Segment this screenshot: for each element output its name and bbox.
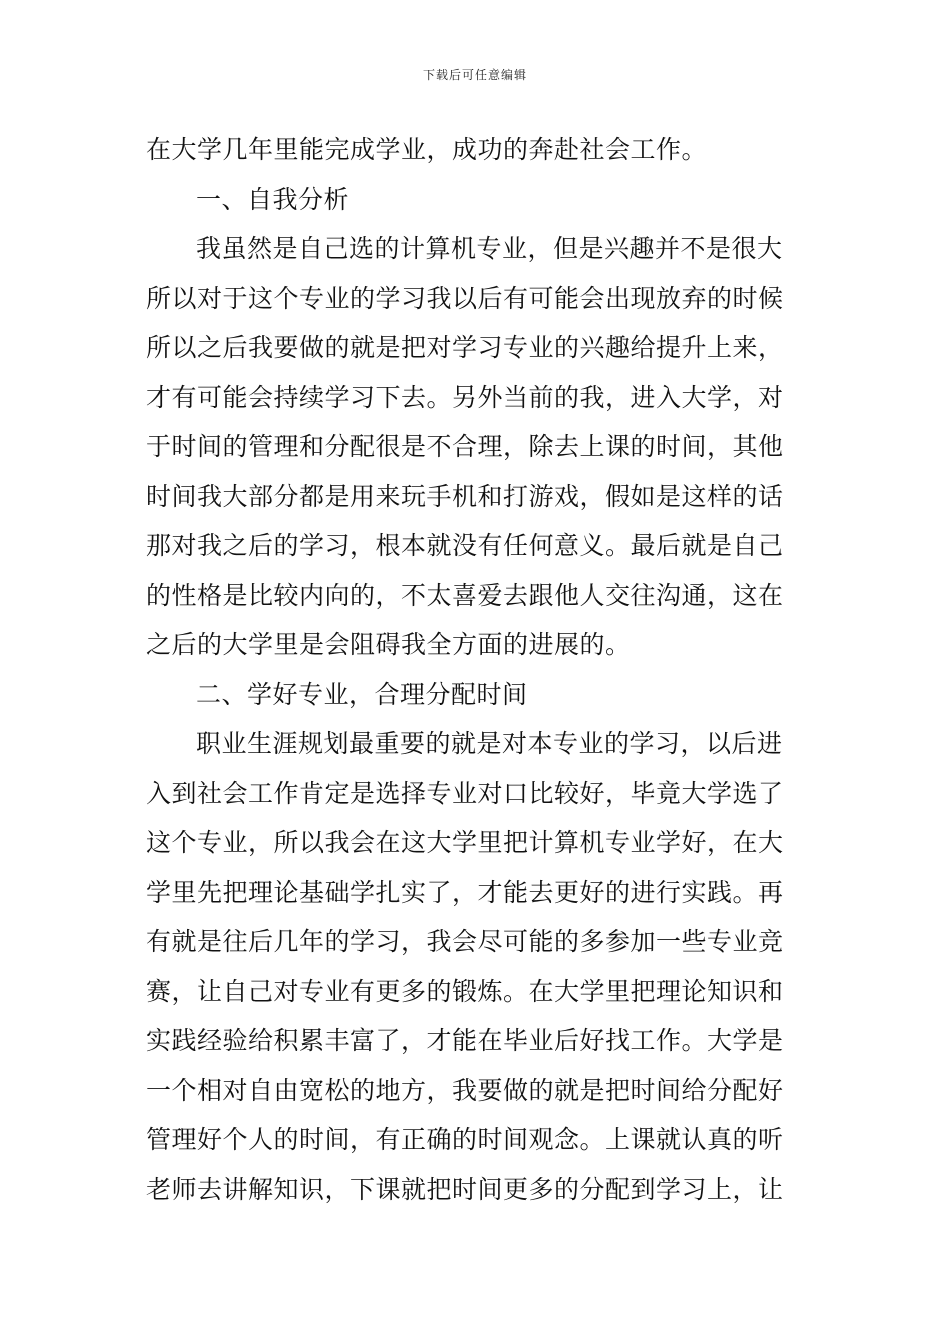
text-line: 学里先把理论基础学扎实了，才能去更好的进行实践。再 bbox=[146, 877, 784, 907]
text-line: 实践经验给积累丰富了，才能在毕业后好找工作。大学是 bbox=[146, 1026, 784, 1055]
text-line: 一个相对自由宽松的地方，我要做的就是把时间给分配好 bbox=[146, 1075, 784, 1105]
header-note: 下载后可任意编辑 bbox=[422, 68, 527, 82]
text-line: 职业生涯规划最重要的就是对本专业的学习，以后进 bbox=[196, 729, 783, 758]
text-line: 之后的大学里是会阻碍我全方面的进展的。 bbox=[146, 630, 631, 659]
document-body bbox=[146, 125, 806, 1214]
text-line: 于时间的管理和分配很是不合理，除去上课的时间，其他 bbox=[146, 432, 784, 461]
text-line: 我虽然是自己选的计算机专业，但是兴趣并不是很大 bbox=[196, 234, 783, 263]
text-line: 那对我之后的学习，根本就没有任何意义。最后就是自己 bbox=[146, 531, 784, 560]
text-line: 老师去讲解知识，下课就把时间更多的分配到学习上，让 bbox=[146, 1174, 784, 1204]
text-line: 这个专业，所以我会在这大学里把计算机专业学好，在大 bbox=[146, 828, 784, 857]
section-heading: 二、学好专业，合理分配时间 bbox=[196, 679, 528, 709]
text-line: 时间我大部分都是用来玩手机和打游戏，假如是这样的话 bbox=[146, 481, 784, 511]
text-line: 所以对于这个专业的学习我以后有可能会出现放弃的时候 bbox=[146, 283, 784, 313]
text-line: 在大学几年里能完成学业，成功的奔赴社会工作。 bbox=[146, 135, 708, 164]
text-line: 入到社会工作肯定是选择专业对口比较好，毕竟大学选了 bbox=[146, 778, 784, 808]
section-heading: 一、自我分析 bbox=[196, 184, 350, 214]
text-line: 赛，让自己对专业有更多的锻炼。在大学里把理论知识和 bbox=[146, 976, 784, 1006]
text-line: 才有可能会持续学习下去。另外当前的我，进入大学，对 bbox=[146, 382, 784, 412]
text-line: 管理好个人的时间，有正确的时间观念。上课就认真的听 bbox=[146, 1125, 784, 1154]
text-line: 有就是往后几年的学习，我会尽可能的多参加一些专业竞 bbox=[146, 927, 784, 956]
text-line: 所以之后我要做的就是把对学习专业的兴趣给提升上来， bbox=[146, 333, 784, 362]
text-line: 的性格是比较内向的，不太喜爱去跟他人交往沟通，这在 bbox=[146, 580, 784, 610]
